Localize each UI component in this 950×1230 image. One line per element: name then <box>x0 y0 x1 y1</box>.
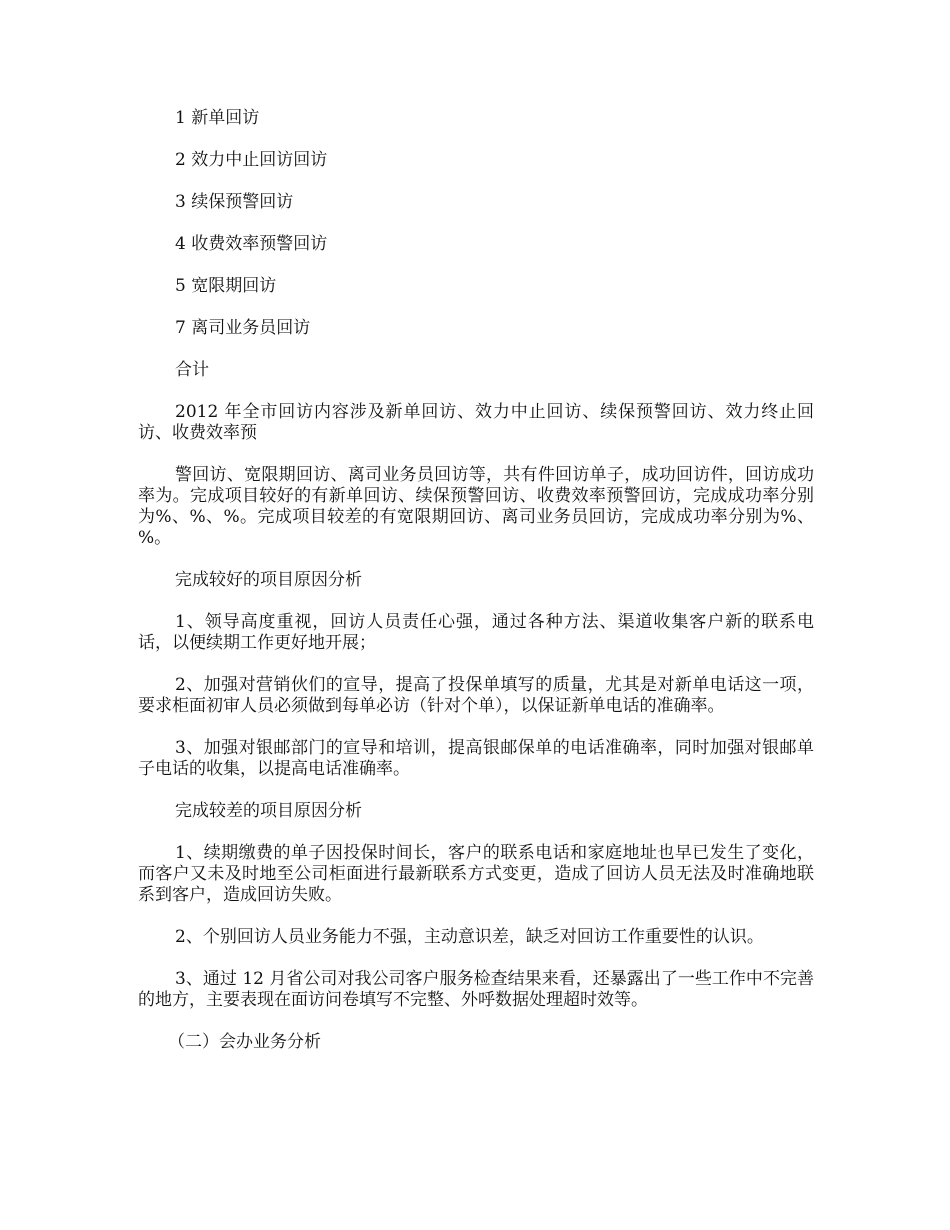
list-item-fee-efficiency-visit: 4 收费效率预警回访 <box>175 234 328 254</box>
section-heading-good-analysis: 完成较好的项目原因分析 <box>175 570 362 590</box>
paragraph-success-rates: 警回访、宽限期回访、离司业务员回访等，共有件回访单子，成功回访件，回访成功率为。完成项目较好的有新单回访、续保预警回访、收费效率预警回访，完成成功率分别为%、%、%。完成项目较差的有宽限期回访、离司业务员回访，完成成功率分别为%、%。 <box>138 465 814 548</box>
list-item-renewal-warning-visit: 3 续保预警回访 <box>175 192 294 212</box>
list-item-grace-period-visit: 5 宽限期回访 <box>175 276 277 296</box>
paragraph-poor-reason-3: 3、通过 12 月省公司对我公司客户服务检查结果来看，还暴露出了一些工作中不完善的地方，主要表现在面访问卷填写不完整、外呼数据处理超时效等。 <box>138 969 814 1010</box>
list-item-new-policy-visit: 1 新单回访 <box>175 108 260 128</box>
paragraph-2012-summary: 2012 年全市回访内容涉及新单回访、效力中止回访、续保预警回访、效力终止回访、收费效率预 <box>138 402 814 443</box>
paragraph-poor-reason-1: 1、续期缴费的单子因投保时间长，客户的联系电话和家庭地址也早已发生了变化，而客户又未及时地至公司柜面进行最新联系方式变更，造成了回访人员无法及时准确地联系到客户，造成回访失败。 <box>138 843 814 905</box>
paragraph-good-reason-3: 3、加强对银邮部门的宣导和培训，提高银邮保单的电话准确率，同时加强对银邮单子电话的收集，以提高电话准确率。 <box>138 738 814 779</box>
paragraph-poor-reason-2: 2、个别回访人员业务能力不强，主动意识差，缺乏对回访工作重要性的认识。 <box>175 927 764 947</box>
total-label: 合计 <box>175 360 209 380</box>
section-heading-poor-analysis: 完成较差的项目原因分析 <box>175 801 362 821</box>
list-item-departed-agent-visit: 7 离司业务员回访 <box>175 318 311 338</box>
paragraph-good-reason-1: 1、领导高度重视，回访人员责任心强，通过各种方法、渠道收集客户新的联系电话，以便续期工作更好地开展； <box>138 612 814 653</box>
paragraph-good-reason-2: 2、加强对营销伙们的宣导，提高了投保单填写的质量，尤其是对新单电话这一项，要求柜面初审人员必须做到每单必访（针对个单），以保证新单电话的准确率。 <box>138 675 814 716</box>
section-heading-joint-business: （二）会办业务分析 <box>168 1032 321 1052</box>
document-body <box>138 108 814 1074</box>
list-item-lapse-visit: 2 效力中止回访回访 <box>175 150 328 170</box>
